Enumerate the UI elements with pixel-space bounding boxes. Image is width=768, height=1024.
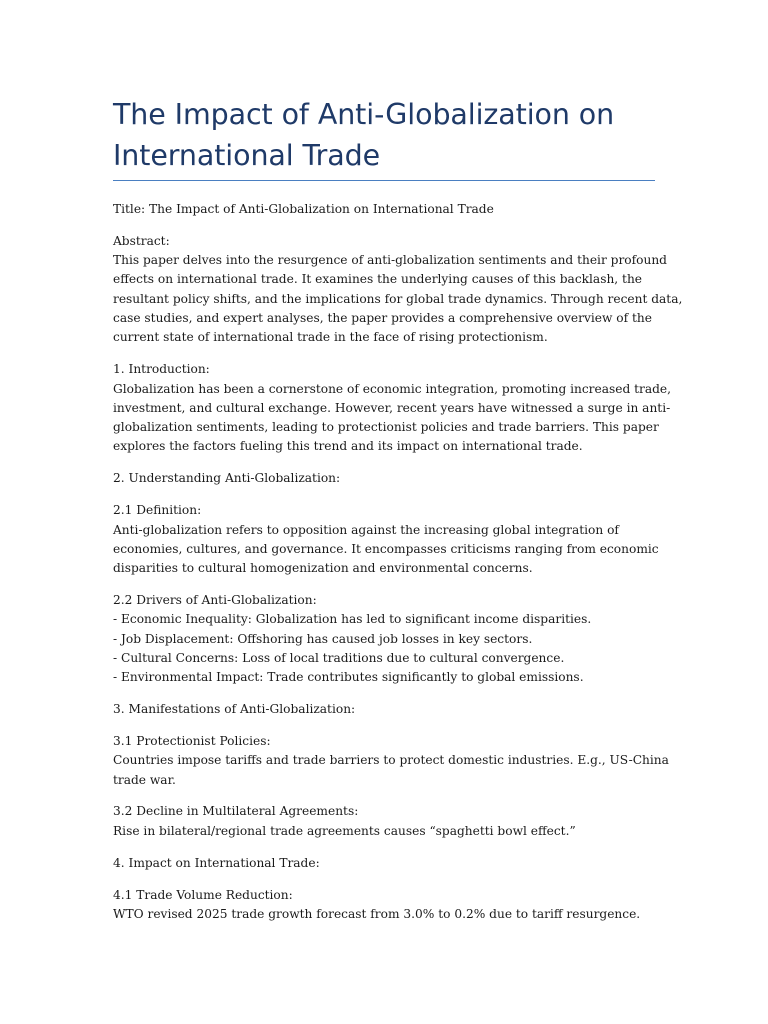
- text-line: 4. Impact on International Trade:: [113, 855, 320, 870]
- paragraph: [113, 854, 658, 873]
- text-line: - Economic Inequality: Globalization has led to significant income disparities.: [113, 612, 592, 627]
- text-line: Countries impose tariffs and trade barriers to protect domestic industries. E.g., US-China: [113, 753, 669, 768]
- text-line: 3.2 Decline in Multilateral Agreements:: [113, 804, 359, 819]
- text-line: disparities to cultural homogenization and environmental concerns.: [113, 561, 533, 576]
- text-line: 4.1 Trade Volume Reduction:: [113, 887, 293, 902]
- paragraph: [113, 700, 658, 719]
- text-line: - Cultural Concerns: Loss of local traditions due to cultural convergence.: [113, 650, 565, 665]
- text-line: Globalization has been a cornerstone of economic integration, promoting increased trade,: [113, 381, 672, 396]
- text-line: WTO revised 2025 trade growth forecast from 3.0% to 0.2% due to tariff resurgence.: [113, 906, 641, 921]
- paragraph: [113, 360, 672, 456]
- paragraph: [113, 886, 658, 925]
- text-line: 2.2 Drivers of Anti-Globalization:: [113, 593, 317, 608]
- paragraph: [113, 501, 658, 578]
- text-line: globalization sentiments, leading to protectionist policies and trade barriers. This paper: [113, 420, 659, 435]
- paragraph: [113, 802, 658, 841]
- text-line: resultant policy shifts, and the implications for global trade dynamics. Through recent data,: [113, 291, 683, 306]
- text-line: Title: The Impact of Anti-Globalization on International Trade: [113, 202, 494, 216]
- paragraph: [113, 591, 658, 687]
- text-line: economies, cultures, and governance. It encompasses criticisms ranging from economic: [113, 541, 659, 556]
- text-line: explores the factors fueling this trend and its impact on international trade.: [113, 439, 583, 454]
- text-line: Rise in bilateral/regional trade agreements causes “spaghetti bowl effect.”: [113, 823, 576, 838]
- text-line: 3. Manifestations of Anti-Globalization:: [113, 702, 356, 717]
- text-line: trade war.: [113, 772, 176, 787]
- paragraph: [113, 469, 658, 488]
- text-line: 3.1 Protectionist Policies:: [113, 733, 271, 748]
- paragraph: [113, 732, 669, 790]
- text-line: 1. Introduction:: [113, 362, 210, 377]
- text-line: current state of international trade in the face of rising protectionism.: [113, 330, 548, 345]
- text-line: Anti-globalization refers to opposition against the increasing global integration of: [113, 522, 619, 537]
- document-body: [113, 200, 683, 937]
- text-line: Abstract:: [113, 233, 170, 248]
- document-title: The Impact of Anti-Globalization on International Trade: [113, 98, 615, 172]
- text-line: 2. Understanding Anti-Globalization:: [113, 471, 341, 486]
- text-line: This paper delves into the resurgence of anti-globalization sentiments and their profound: [113, 253, 667, 268]
- paragraph: [113, 232, 683, 348]
- text-line: case studies, and expert analyses, the paper provides a comprehensive overview of the: [113, 311, 652, 326]
- title-underline-rule: [113, 180, 655, 181]
- text-line: - Environmental Impact: Trade contributes significantly to global emissions.: [113, 670, 584, 685]
- text-line: effects on international trade. It examines the underlying causes of this backlash, the: [113, 272, 643, 287]
- text-line: investment, and cultural exchange. However, recent years have witnessed a surge in anti-: [113, 400, 671, 415]
- text-line: - Job Displacement: Offshoring has caused job losses in key sectors.: [113, 631, 533, 646]
- text-line: 2.1 Definition:: [113, 503, 202, 518]
- paragraph: [113, 200, 658, 219]
